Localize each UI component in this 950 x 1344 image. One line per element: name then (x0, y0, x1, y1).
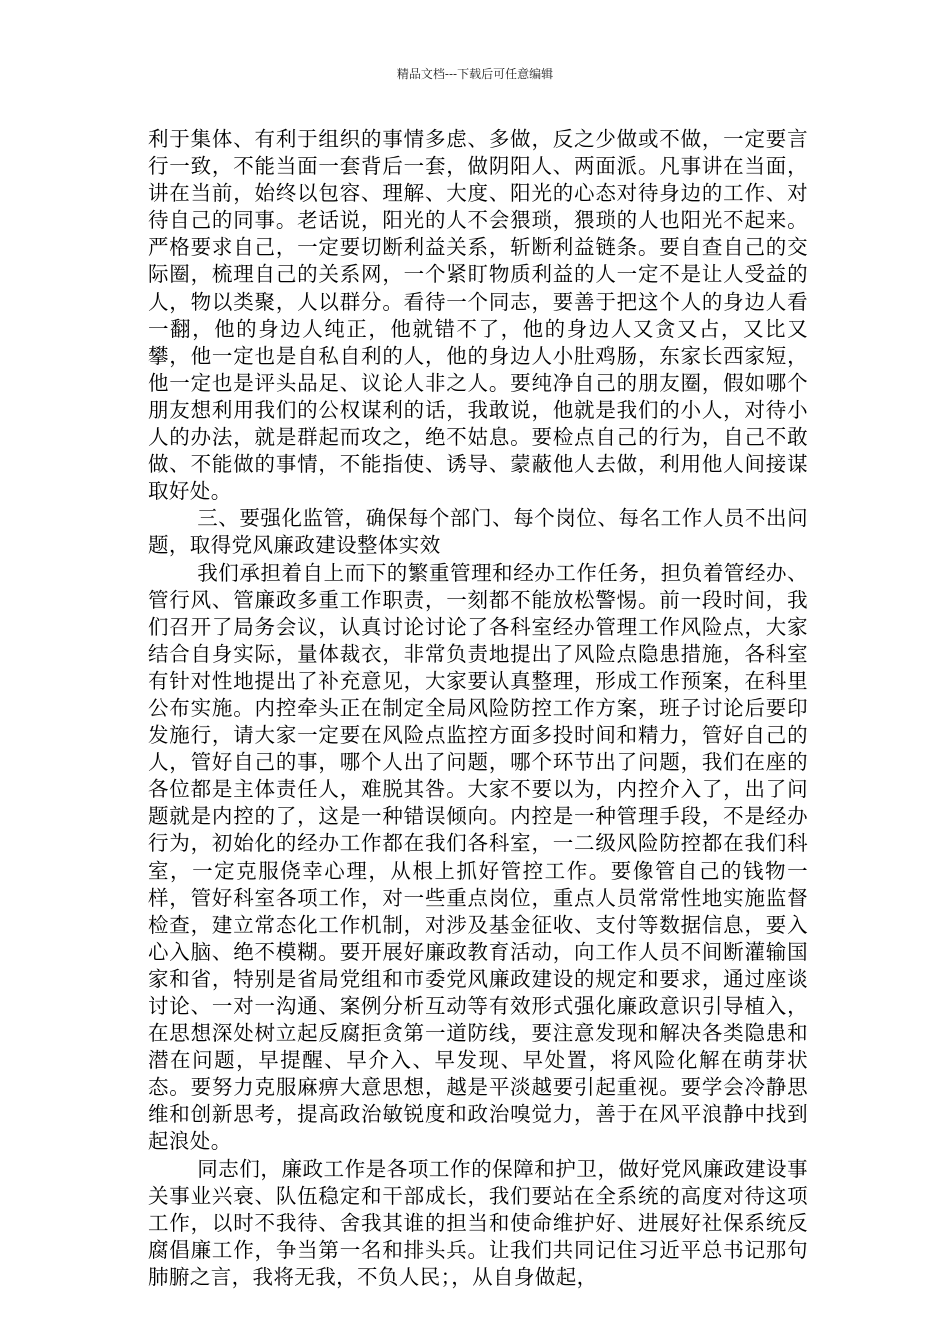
document-body (148, 126, 808, 1291)
section-heading-3: 三、要强化监管，确保每个部门、每个岗位、每名工作人员不出问题，取得党风廉政建设整体实效 (148, 506, 808, 558)
paragraph-3: 同志们，廉政工作是各项工作的保障和护卫，做好党风廉政建设事关事业兴衰、队伍稳定和干部成长，我们要站在全系统的高度对待这项工作，以时不我待、舍我其谁的担当和使命维护好、进展好社保系统反腐倡廉工作，争当第一名和排头兵。让我们共同记住习近平总书记那句肺腑之言，我将无我，不负人民；，从自身做起， (148, 1156, 808, 1289)
paragraph-2: 我们承担着自上而下的繁重管理和经办工作任务，担负着管经办、管行风、管廉政多重工作职责，一刻都不能放松警惕。前一段时间，我们召开了局务会议，认真讨论讨论了各科室经办管理工作风险点，大家结合自身实际，量体裁衣，非常负责地提出了风险点隐患措施，各科室有针对性地提出了补充意见，大家要认真整理，形成工作预案，在科里公布实施。内控牵头正在制定全局风险防控工作方案，班子讨论后要印发施行，请大家一定要在风险点监控方面多投时间和精力，管好自己的人，管好自己的事，哪个人出了问题，哪个环节出了问题，我们在座的各位都是主体责任人，难脱其咎。大家不要以为，内控介入了，出了问题就是内控的了，这是一种错误倾向。内控是一种管理手段，不是经办行为，初始化的经办工作都在我们各科室，一二级风险防控都在我们科室，一定克服侥幸心理，从根上抓好管控工作。要像管自己的钱物一样，管好科室各项工作，对一些重点岗位，重点人员常常性地实施监督检查，建立常态化工作机制，对涉及基金征收、支付等数据信息，要入心入脑、绝不模糊。要开展好廉政教育活动，向工作人员不间断灌输国家和省，特别是省局党组和市委党风廉政建设的规定和要求，通过座谈讨论、一对一沟通、案例分析互动等有效形式强化廉政意识引导植入，在思想深处树立起反腐拒贪第一道防线，要注意发现和解决各类隐患和潜在问题，早提醒、早介入、早发现、早处置，将风险化解在萌芽状态。要努力克服麻痹大意思想，越是平淡越要引起重视。要学会冷静思维和创新思考，提高政治敏锐度和政治嗅觉力，善于在风平浪静中找到起浪处。 (148, 560, 808, 1154)
paragraph-1: 利于集体、有利于组织的事情多虑、多做，反之少做或不做，一定要言行一致，不能当面一套背后一套，做阴阳人、两面派。凡事讲在当面，讲在当前，始终以包容、理解、大度、阳光的心态对待身边的工作、对待自己的同事。老话说，阳光的人不会猥琐，猥琐的人也阳光不起来。严格要求自己，一定要切断利益关系，斩断利益链条。要自查自己的交际圈，梳理自己的关系网，一个紧盯物质利益的人一定不是让人受益的人，物以类聚，人以群分。看待一个同志，要善于把这个人的身边人看一翻，他的身边人纯正，他就错不了，他的身边人又贪又占，又比又攀，他一定也是自私自利的人，他的身边人小肚鸡肠，东家长西家短，他一定也是评头品足、议论人非之人。要纯净自己的朋友圈，假如哪个朋友想利用我们的公权谋利的话，我敢说，他就是我们的小人，对待小人的办法，就是群起而攻之，绝不姑息。要检点自己的行为，自己不敢做、不能做的事情，不能指使、诱导、蒙蔽他人去做，利用他人间接谋取好处。 (148, 127, 808, 504)
page-header: 精品文档---下载后可任意编辑 (396, 67, 554, 81)
